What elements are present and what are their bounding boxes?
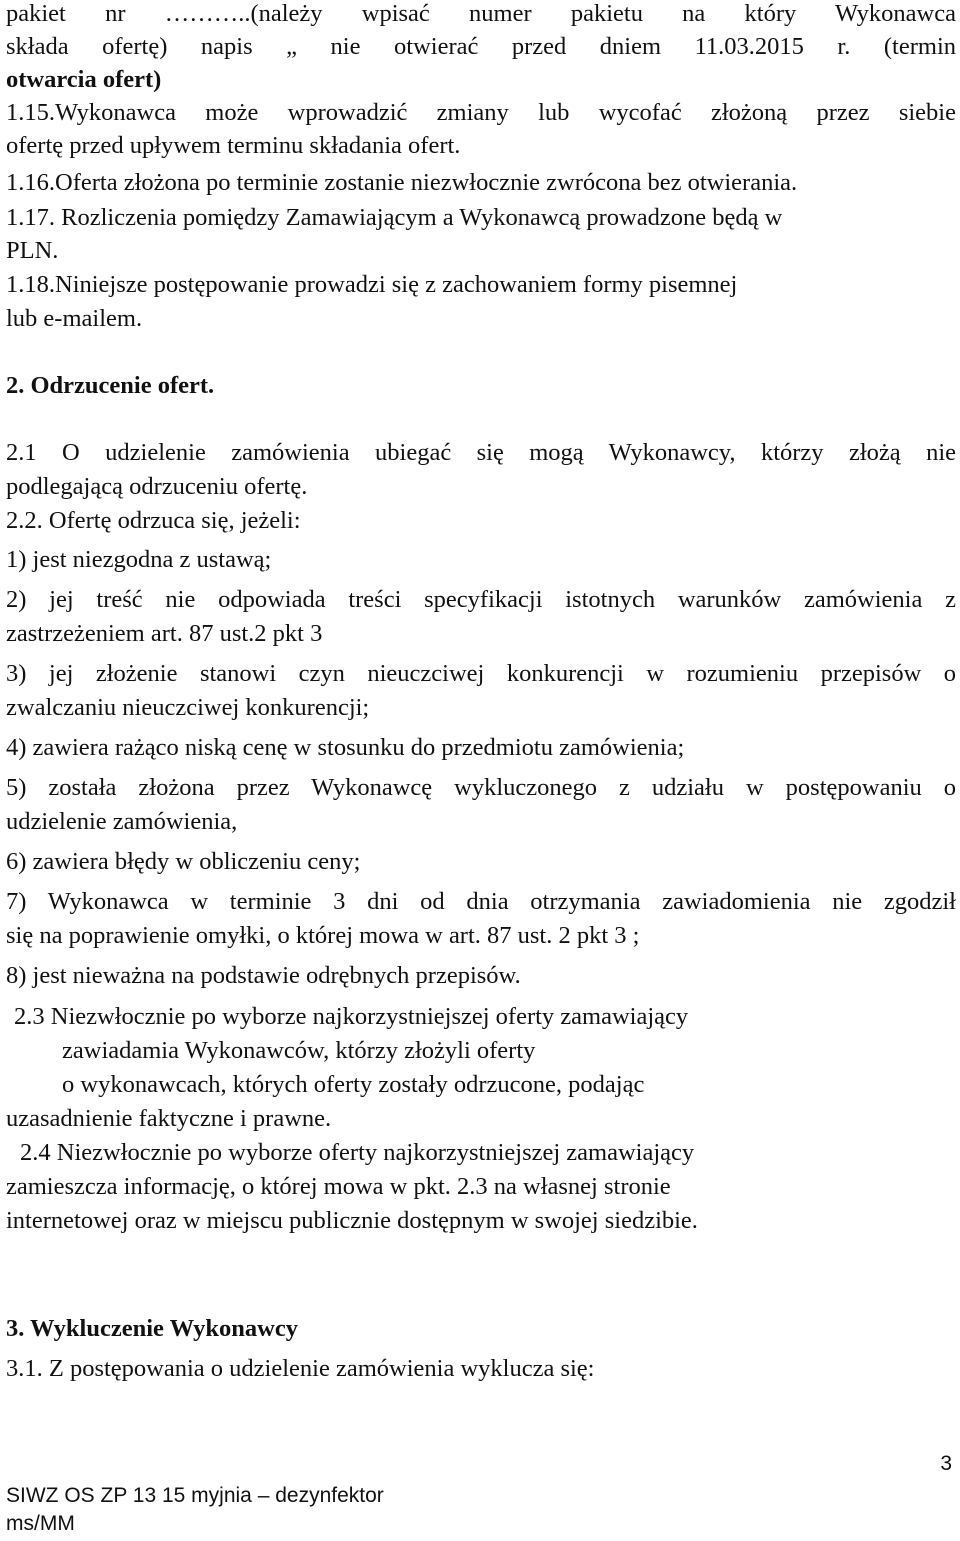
list-item: 5) została złożona przez Wykonawcę wykluczonego z udziału w postępowaniu o: [6, 774, 956, 801]
text-line: internetowej oraz w miejscu publicznie dostępnym w swojej siedzibie.: [6, 1207, 698, 1234]
text-line: 1.18.Niniejsze postępowanie prowadzi się z zachowaniem formy pisemnej: [6, 271, 738, 298]
text-line: 2.2. Ofertę odrzuca się, jeżeli:: [6, 507, 301, 534]
text-line: o wykonawcach, których oferty zostały odrzucone, podając: [62, 1071, 645, 1098]
section-heading: 3. Wykluczenie Wykonawcy: [6, 1315, 298, 1342]
page-number: 3: [940, 1452, 952, 1475]
text-line: 3.1. Z postępowania o udzielenie zamówienia wyklucza się:: [6, 1355, 595, 1382]
text-line: 2.4 Niezwłocznie po wyborze oferty najkorzystniejszej zamawiający: [20, 1139, 695, 1166]
text-line: PLN.: [6, 237, 59, 264]
text-line: uzasadnienie faktyczne i prawne.: [6, 1105, 332, 1132]
list-item: zwalczaniu nieuczciwej konkurencji;: [6, 694, 370, 721]
list-item: 8) jest nieważna na podstawie odrębnych przepisów.: [6, 962, 521, 989]
list-item: 3) jej złożenie stanowi czyn nieuczciwej konkurencji w rozumieniu przepisów o: [6, 660, 956, 687]
list-item: 6) zawiera błędy w obliczeniu ceny;: [6, 848, 361, 875]
list-item: zastrzeżeniem art. 87 ust.2 pkt 3: [6, 620, 323, 647]
text-line: lub e-mailem.: [6, 305, 143, 332]
list-item: się na poprawienie omyłki, o której mowa w art. 87 ust. 2 pkt 3 ;: [6, 922, 640, 949]
footer-line: ms/MM: [6, 1512, 75, 1535]
text-line: pakiet nr ………..(należy wpisać numer pakietu na który Wykonawca: [6, 0, 956, 27]
list-item: 1) jest niezgodna z ustawą;: [6, 546, 272, 573]
footer-line: SIWZ OS ZP 13 15 myjnia – dezynfektor: [6, 1484, 384, 1507]
text-line: zawiadamia Wykonawców, którzy złożyli oferty: [62, 1037, 536, 1064]
text-line: 2.1 O udzielenie zamówienia ubiegać się mogą Wykonawcy, którzy złożą nie: [6, 439, 956, 466]
text-line: zamieszcza informację, o której mowa w pkt. 2.3 na własnej stronie: [6, 1173, 671, 1200]
list-item: 2) jej treść nie odpowiada treści specyfikacji istotnych warunków zamówienia z: [6, 586, 956, 613]
text-line: 1.15.Wykonawca może wprowadzić zmiany lub wycofać złożoną przez siebie: [6, 99, 956, 126]
text-line: 1.17. Rozliczenia pomiędzy Zamawiającym a Wykonawcą prowadzone będą w: [6, 204, 783, 231]
list-item: 4) zawiera rażąco niską cenę w stosunku do przedmiotu zamówienia;: [6, 734, 685, 761]
section-heading: 2. Odrzucenie ofert.: [6, 372, 215, 399]
text-line: składa ofertę) napis „ nie otwierać przed dniem 11.03.2015 r. (termin: [6, 33, 956, 60]
text-line: 2.3 Niezwłocznie po wyborze najkorzystniejszej oferty zamawiający: [14, 1003, 689, 1030]
text-line: podlegającą odrzuceniu ofertę.: [6, 473, 308, 500]
list-item: udzielenie zamówienia,: [6, 808, 238, 835]
text-line: ofertę przed upływem terminu składania ofert.: [6, 132, 461, 159]
text-line: otwarcia ofert): [6, 66, 162, 93]
list-item: 7) Wykonawca w terminie 3 dni od dnia otrzymania zawiadomienia nie zgodził: [6, 888, 956, 915]
text-line: 1.16.Oferta złożona po terminie zostanie niezwłocznie zwrócona bez otwierania.: [6, 169, 798, 196]
